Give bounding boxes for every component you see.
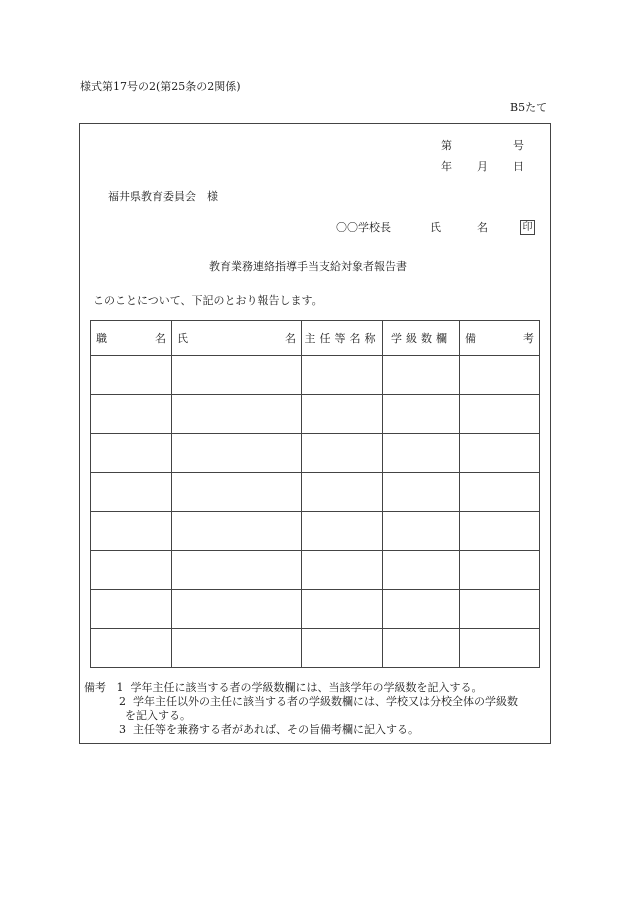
table-cell[interactable] xyxy=(460,395,540,434)
notes-section xyxy=(84,681,518,737)
table-cell[interactable] xyxy=(91,473,172,512)
table-cell[interactable] xyxy=(383,395,460,434)
header-class-count: 学級数欄 xyxy=(383,321,460,356)
table-cell[interactable] xyxy=(460,473,540,512)
table-cell[interactable] xyxy=(91,590,172,629)
name-label-1: 氏 xyxy=(430,221,441,234)
table-row xyxy=(91,356,540,395)
header-remarks: 備 考 xyxy=(460,321,540,356)
table-cell[interactable] xyxy=(383,512,460,551)
table-cell[interactable] xyxy=(383,551,460,590)
table-row xyxy=(91,395,540,434)
table-cell[interactable] xyxy=(460,629,540,668)
note-1: 備考 1 学年主任に該当する者の学級数欄には、当該学年の学級数を記入する。 xyxy=(84,681,483,694)
table-cell[interactable] xyxy=(172,473,302,512)
document-title: 教育業務連絡指導手当支給対象者報告書 xyxy=(209,260,407,273)
paper-size: B5たて xyxy=(510,101,548,114)
table-row xyxy=(91,512,540,551)
name-label-2: 名 xyxy=(477,221,488,234)
addressee: 福井県教育委員会 様 xyxy=(108,190,218,203)
date-day: 日 xyxy=(513,160,524,173)
note-2: 2 学年主任以外の主任に該当する者の学級数欄には、学校又は分校全体の学級数 xyxy=(119,695,518,708)
sender-school: 〇〇学校長 xyxy=(336,221,391,234)
table-cell[interactable] xyxy=(383,629,460,668)
table-cell[interactable] xyxy=(91,551,172,590)
table-cell[interactable] xyxy=(91,512,172,551)
table-cell[interactable] xyxy=(460,356,540,395)
note-2-continuation: を記入する。 xyxy=(125,709,191,722)
header-position: 職 名 xyxy=(91,321,172,356)
table-row xyxy=(91,434,540,473)
table-cell[interactable] xyxy=(460,590,540,629)
table-cell[interactable] xyxy=(302,629,383,668)
seal-mark: 印 xyxy=(520,220,535,235)
report-table xyxy=(90,320,540,668)
table-cell[interactable] xyxy=(91,434,172,473)
table-cell[interactable] xyxy=(91,395,172,434)
table-cell[interactable] xyxy=(460,512,540,551)
table-row xyxy=(91,551,540,590)
table-cell[interactable] xyxy=(172,590,302,629)
table-cell[interactable] xyxy=(172,551,302,590)
header-name: 氏 名 xyxy=(172,321,302,356)
table-cell[interactable] xyxy=(172,434,302,473)
note-3: 3 主任等を兼務する者があれば、その旨備考欄に記入する。 xyxy=(119,723,419,736)
table-cell[interactable] xyxy=(172,512,302,551)
table-cell[interactable] xyxy=(383,590,460,629)
date-month: 月 xyxy=(477,160,488,173)
table-cell[interactable] xyxy=(172,356,302,395)
notes-label: 備考 xyxy=(84,681,106,694)
header-title: 主任等名称 xyxy=(302,321,383,356)
table-cell[interactable] xyxy=(302,356,383,395)
date-year: 年 xyxy=(441,160,452,173)
table-row xyxy=(91,629,540,668)
intro-text: このことについて、下記のとおり報告します。 xyxy=(93,294,323,307)
table-cell[interactable] xyxy=(460,551,540,590)
table-cell[interactable] xyxy=(302,551,383,590)
table-cell[interactable] xyxy=(302,395,383,434)
table-cell[interactable] xyxy=(172,395,302,434)
table-cell[interactable] xyxy=(91,629,172,668)
table-cell[interactable] xyxy=(302,434,383,473)
table-cell[interactable] xyxy=(302,512,383,551)
table-cell[interactable] xyxy=(383,434,460,473)
table-cell[interactable] xyxy=(91,356,172,395)
table-cell[interactable] xyxy=(172,629,302,668)
form-number: 様式第17号の2(第25条の2関係) xyxy=(80,80,241,93)
table-cell[interactable] xyxy=(383,473,460,512)
table-cell[interactable] xyxy=(383,356,460,395)
number-suffix: 号 xyxy=(513,139,524,152)
table-cell[interactable] xyxy=(460,434,540,473)
number-prefix: 第 xyxy=(441,139,452,152)
table-row xyxy=(91,473,540,512)
table-header-row xyxy=(91,321,540,356)
table-cell[interactable] xyxy=(302,473,383,512)
table-row xyxy=(91,590,540,629)
table-cell[interactable] xyxy=(302,590,383,629)
